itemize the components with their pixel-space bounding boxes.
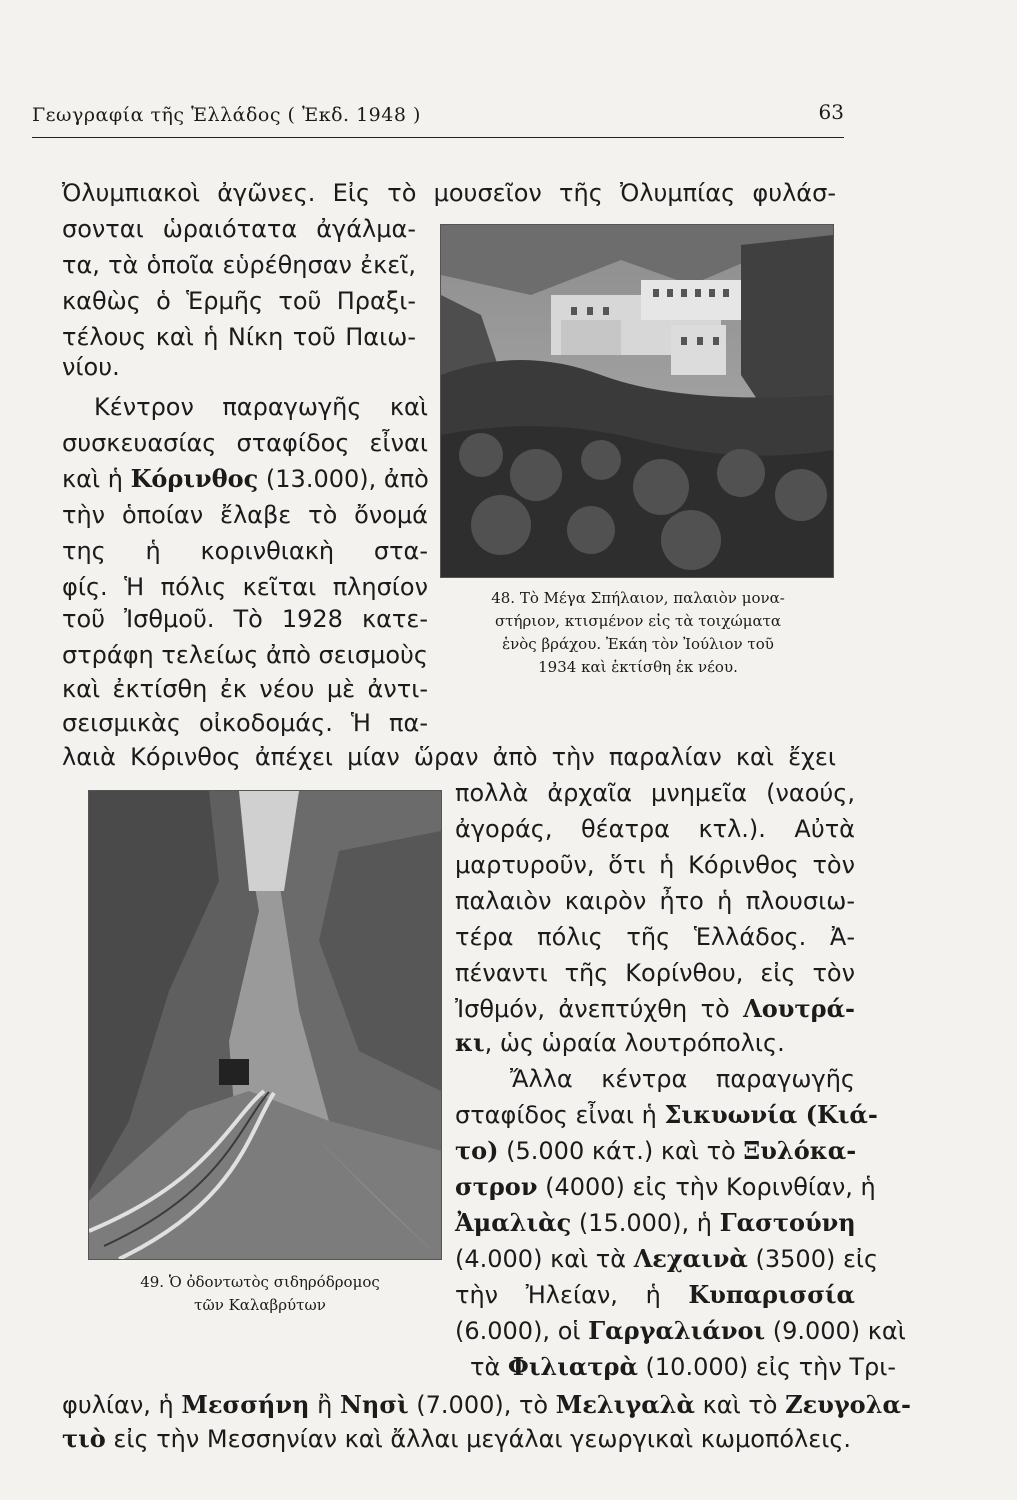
text-span: καὶ ἡ	[62, 465, 131, 493]
place-name-xylokastro-end: στρον	[455, 1172, 538, 1201]
text-line: τέρα πόλις τῆς Ἑλλάδος. Ἀ-	[455, 923, 855, 951]
text-line	[62, 1424, 851, 1454]
text-line	[455, 1136, 855, 1166]
text-line: τοῦ Ἰσθμοῦ. Τὸ 1928 κατε-	[62, 605, 428, 633]
text-line: τὴν ὁποίαν ἔλαβε τὸ ὄνομά	[62, 501, 428, 529]
text-line	[62, 1390, 911, 1420]
text-line: νίου.	[62, 353, 120, 381]
text-span: (5.000 κάτ.) καὶ τὸ	[498, 1137, 744, 1165]
text-span: (13.000), ἀπὸ	[258, 465, 429, 493]
text-line	[62, 464, 428, 494]
text-line: σεισμικὰς οἰκοδομάς. Ἡ πα-	[62, 709, 428, 737]
page-number: 63	[818, 100, 844, 124]
text-line: της ἡ κορινθιακὴ στα-	[62, 537, 428, 565]
place-name-sikyonia: Σικυωνία (Κιά-	[664, 1100, 878, 1129]
text-line: τέλους καὶ ἡ Νίκη τοῦ Παιω-	[62, 323, 416, 351]
place-name-amalias: Ἀμαλιὰς	[455, 1208, 572, 1237]
place-name-loutraki-end: κι	[455, 1028, 485, 1057]
text-line: καθὼς ὁ Ἑρμῆς τοῦ Πραξι-	[62, 287, 416, 315]
text-span: τὰ	[470, 1353, 508, 1381]
header-rule	[32, 137, 844, 138]
text-line: Ὀλυμπιακοὶ ἀγῶνες. Εἰς τὸ μουσεῖον τῆς Ὀλυμπίας φυλάσ-	[62, 179, 836, 207]
text-line: λαιὰ Κόρινθος ἀπέχει μίαν ὥραν ἀπὸ τὴν παραλίαν καὶ ἔχει	[62, 743, 836, 771]
text-line	[470, 1352, 897, 1382]
railway-illustration	[89, 791, 441, 1259]
text-span: (7.000), τὸ	[408, 1391, 556, 1419]
text-line	[455, 1100, 878, 1130]
figure-48-caption-line: ἑνὸς βράχου. Ἐκάη τὸν Ἰούλιον τοῦ	[502, 635, 774, 653]
text-span: Ἰσθμόν, ἀνεπτύχθη τὸ	[455, 995, 744, 1023]
text-span: ἢ	[309, 1391, 340, 1419]
text-line: συσκευασίας σταφίδος εἶναι	[62, 429, 428, 457]
text-span: καὶ τὸ	[694, 1391, 786, 1419]
text-line	[455, 1028, 785, 1058]
place-name-gargalianoi: Γαργαλιάνοι	[588, 1316, 766, 1345]
place-name-nisi: Νησὶ	[339, 1390, 409, 1419]
text-line	[455, 1208, 855, 1238]
text-span: σταφίδος εἶναι ἡ	[455, 1101, 665, 1129]
header-title: Γεωγραφία τῆς Ἑλλάδος ( Ἐκδ. 1948 )	[32, 104, 421, 126]
text-line	[455, 1280, 855, 1310]
text-span: (4.000) καὶ τὰ	[455, 1245, 634, 1273]
text-span: (15.000), ἡ	[571, 1209, 720, 1237]
monastery-illustration	[441, 225, 833, 577]
text-span: φυλίαν, ἡ	[62, 1391, 182, 1419]
text-line: πολλὰ ἀρχαῖα μνημεῖα (ναούς,	[455, 779, 855, 807]
place-name-kyparissia: Κυπαρισσία	[688, 1280, 855, 1309]
figure-48-caption-line: στήριον, κτισμένον εἰς τὰ τοιχώματα	[494, 612, 782, 630]
figure-49-caption	[60, 1271, 460, 1317]
text-line: ἀγοράς, θέατρα κτλ.). Αὐτὰ	[455, 815, 855, 843]
figure-49-caption-line: 49. Ὁ ὀδοντωτὸς σιδηρόδρομος	[140, 1273, 380, 1291]
place-name-gastouni: Γαστούνη	[719, 1208, 856, 1237]
place-name-xylokastro: Ξυλόκα-	[743, 1136, 857, 1165]
text-line	[455, 994, 855, 1024]
text-line: φίς. Ἡ πόλις κεῖται πλησίον	[62, 573, 428, 601]
text-span: (9.000) καὶ	[765, 1317, 906, 1345]
text-line: πέναντι τῆς Κορίνθου, εἰς τὸν	[455, 959, 855, 987]
figure-49-photo	[88, 790, 442, 1260]
place-name-kiato: το)	[455, 1136, 499, 1165]
text-span: , ὡς ὡραία λουτρόπολις.	[484, 1029, 785, 1057]
figure-48-caption	[438, 587, 838, 679]
text-line: σονται ὡραιότατα ἀγάλμα-	[62, 215, 416, 243]
text-span: (3500) εἰς	[747, 1245, 879, 1273]
text-span: (4000) εἰς τὴν Κορινθίαν, ἡ	[537, 1173, 876, 1201]
figure-49-caption-line: τῶν Καλαβρύτων	[194, 1296, 326, 1314]
place-name-zevgolatio: Ζευγολα-	[785, 1390, 911, 1419]
text-line	[455, 1316, 906, 1346]
text-line	[455, 1172, 876, 1202]
place-name-loutraki: Λουτρά-	[743, 994, 855, 1023]
place-name-meligalas: Μελιγαλὰ	[555, 1390, 695, 1419]
figure-48-photo	[440, 224, 834, 578]
text-span: εἰς τὴν Μεσσηνίαν καὶ ἄλλαι μεγάλαι γεωργικαὶ κωμοπόλεις.	[105, 1425, 852, 1453]
place-name-filiatra: Φιλιατρὰ	[507, 1352, 638, 1381]
text-line: τα, τὰ ὁποῖα εὑρέθησαν ἐκεῖ,	[62, 251, 416, 279]
running-header	[32, 100, 844, 138]
text-line: στράφη τελείως ἀπὸ σεισμοὺς	[62, 641, 428, 669]
text-line: μαρτυροῦν, ὅτι ἡ Κόρινθος τὸν	[455, 851, 855, 879]
text-span: (10.000) εἰς τὴν Τρι-	[637, 1353, 897, 1381]
figure-48-caption-line: 1934 καὶ ἐκτίσθη ἐκ νέου.	[538, 658, 738, 676]
place-name-messini: Μεσσήνη	[181, 1390, 310, 1419]
place-name-zevgolatio-end: τιὸ	[62, 1424, 106, 1453]
place-name-korinthos: Κόρινθος	[130, 464, 259, 493]
text-span: (6.000), οἱ	[455, 1317, 589, 1345]
text-line: παλαιὸν καιρὸν ἦτο ἡ πλουσιω-	[455, 887, 855, 915]
text-line: Κέντρον παραγωγῆς καὶ	[94, 393, 428, 421]
text-line	[455, 1244, 879, 1274]
text-span: τὴν Ἠλείαν, ἡ	[455, 1281, 689, 1309]
text-line: Ἄλλα κέντρα παραγωγῆς	[510, 1065, 855, 1093]
place-name-lechaina: Λεχαινὰ	[633, 1244, 748, 1273]
figure-48-caption-line: 48. Τὸ Μέγα Σπήλαιον, παλαιὸν μονα-	[491, 589, 785, 607]
text-line: καὶ ἐκτίσθη ἐκ νέου μὲ ἀντι-	[62, 675, 428, 703]
